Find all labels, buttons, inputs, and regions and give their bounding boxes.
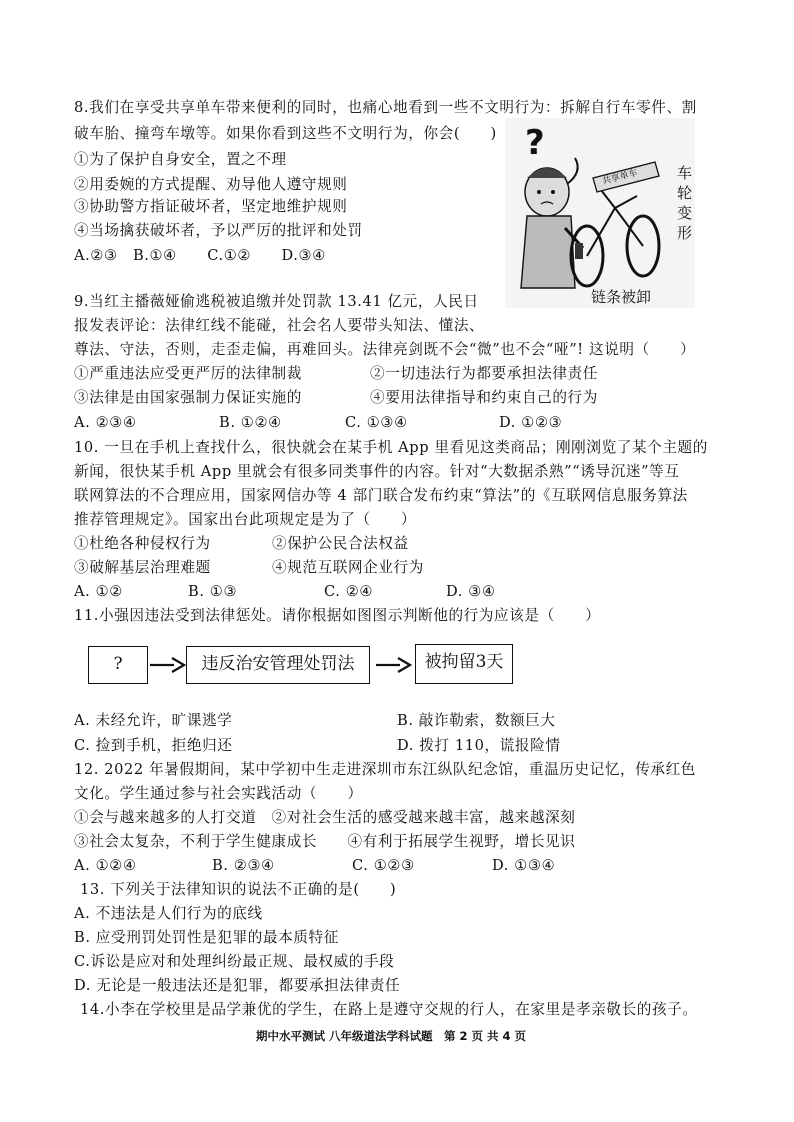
cartoon-caption-bottom: 链条被卸 (591, 288, 652, 306)
q13-option-d: D. 无论是一般违法还是犯罪，都要承担法律责任 (74, 977, 401, 994)
q10-line2: 新闻，很快某手机 App 里就会有很多同类事件的内容。针对“大数据杀熟”“诱导沉迷”等互 (74, 463, 680, 480)
q10-choice-d: D. ③④ (446, 583, 496, 600)
q11-option-a: A. 未经允许，旷课逃学 (74, 712, 233, 729)
q8-option-4: ④当场擒获破坏者，予以严厉的批评和处罚 (74, 222, 363, 239)
q10-option-3: ③破解基层治理难题 (74, 559, 211, 576)
q13-option-a: A. 不违法是人们行为的底线 (74, 905, 263, 922)
cartoon-caption-char-3: 变 (677, 204, 693, 222)
q12-choice-c: C. ①②③ (352, 857, 415, 874)
q10-line4: 推荐管理规定》。国家出台此项规定是为了（ ） (74, 511, 417, 528)
q10-choice-b: B. ①③ (188, 583, 238, 600)
cartoon-caption-char-2: 轮 (677, 184, 693, 202)
q11-option-c: C. 捡到手机，拒绝归还 (74, 737, 233, 754)
flow-arrow-1 (148, 656, 186, 674)
q12-options-1-2: ①会与越来越多的人打交道 ②对社会生活的感受越来越丰富，越来越深刻 (74, 809, 576, 826)
q9-line3: 尊法、守法，否则，走歪走偏，再难回头。法律亮剑既不会“微”也不会“哑”! 这说明（ ） (74, 341, 696, 358)
q10-option-2: ②保护公民合法权益 (272, 535, 409, 552)
q12-choice-d: D. ①③④ (492, 857, 556, 874)
q9-option-2: ②一切违法行为都要承担法律责任 (370, 365, 598, 382)
q8-option-2: ②用委婉的方式提醒、劝导他人遵守规则 (74, 176, 348, 193)
q10-option-1: ①杜绝各种侵权行为 (74, 535, 211, 552)
q8-stem-line1: 8.我们在享受共享单车带来便利的同时，也痛心地看到一些不文明行为：拆解自行车零件、割 (74, 99, 697, 116)
q9-line2: 报发表评论：法律红线不能碰，社会名人要带头知法、懂法、 (74, 317, 485, 334)
q9-choice-b: B. ①②④ (219, 414, 282, 431)
q10-line1: 10. 一旦在手机上查找什么，很快就会在某手机 App 里看见这类商品；刚刚浏览了某个主题的 (74, 439, 708, 456)
q14-line1: 14.小李在学校里是品学兼优的学生，在路上是遵守交规的行人，在家里是孝亲敬长的孩子。 (80, 1001, 698, 1018)
shared-bike-cartoon (505, 118, 695, 308)
cartoon-caption-char-4: 形 (677, 224, 693, 242)
flow-box-unknown-act: ? (88, 646, 148, 684)
q13-option-b: B. 应受刑罚处罚性是犯罪的最本质特征 (74, 929, 339, 946)
q11-option-d: D. 拨打 110，谎报险情 (397, 737, 561, 754)
q9-choice-a: A. ②③④ (74, 414, 137, 431)
q11-option-b: B. 敲诈勒索，数额巨大 (397, 712, 556, 729)
q12-options-3-4: ③社会太复杂，不利于学生健康成长 ④有利于拓展学生视野，增长见识 (74, 833, 576, 850)
cartoon-caption-char-1: 车 (677, 164, 693, 182)
q9-option-3: ③法律是由国家强制力保证实施的 (74, 389, 302, 406)
q10-choice-a: A. ①② (74, 583, 123, 600)
q10-line3: 联网算法的不合理应用，国家网信办等 4 部门联合发布约束“算法”的《互联网信息服务算法 (74, 487, 688, 504)
cartoon-bike-text: 共享单车 (601, 168, 639, 187)
flow-box-detained: 被拘留3天 (415, 644, 513, 684)
q12-choice-a: A. ①②④ (74, 857, 137, 874)
page-footer: 期中水平测试 八年级道法学科试题 第 2 页 共 4 页 (256, 1029, 527, 1043)
q9-option-4: ④要用法律指导和约束自己的行为 (370, 389, 598, 406)
q8-stem-line2: 破车胎、撞弯车墩等。如果你看到这些不文明行为，你会( ) (74, 125, 497, 142)
q8-option-1: ①为了保护自身安全，置之不理 (74, 151, 287, 168)
q13-option-c: C.诉讼是应对和处理纠纷最正规、最权威的手段 (74, 953, 395, 970)
flow-box-law: 违反治安管理处罚法 (186, 646, 370, 684)
q9-option-1: ①严重违法应受更严厉的法律制裁 (74, 365, 302, 382)
q12-line1: 12. 2022 年暑假期间，某中学初中生走进深圳市东江纵队纪念馆，重温历史记忆，传承红色 (74, 761, 697, 778)
q10-choice-c: C. ②④ (324, 583, 374, 600)
q8-option-3: ③协助警方指证破坏者，坚定地维护规则 (74, 198, 348, 215)
cartoon-question-mark: ? (525, 123, 545, 163)
q9-choice-d: D. ①②③ (499, 414, 563, 431)
q11-stem: 11.小强因违法受到法律惩处。请你根据如图图示判断他的行为应该是（ ） (74, 607, 601, 624)
flow-arrow-2 (374, 656, 412, 674)
q12-line2: 文化。学生通过参与社会实践活动（ ） (74, 785, 363, 802)
q8-choices: A.②③ B.①④ C.①② D.③④ (74, 247, 326, 264)
q12-choice-b: B. ②③④ (212, 857, 275, 874)
q9-choice-c: C. ①③④ (345, 414, 408, 431)
q13-stem: 13. 下列关于法律知识的说法不正确的是( ) (80, 881, 397, 898)
q9-line1: 9.当红主播薇娅偷逃税被追缴并处罚款 13.41 亿元，人民日 (74, 293, 479, 310)
q10-option-4: ④规范互联网企业行为 (272, 559, 424, 576)
